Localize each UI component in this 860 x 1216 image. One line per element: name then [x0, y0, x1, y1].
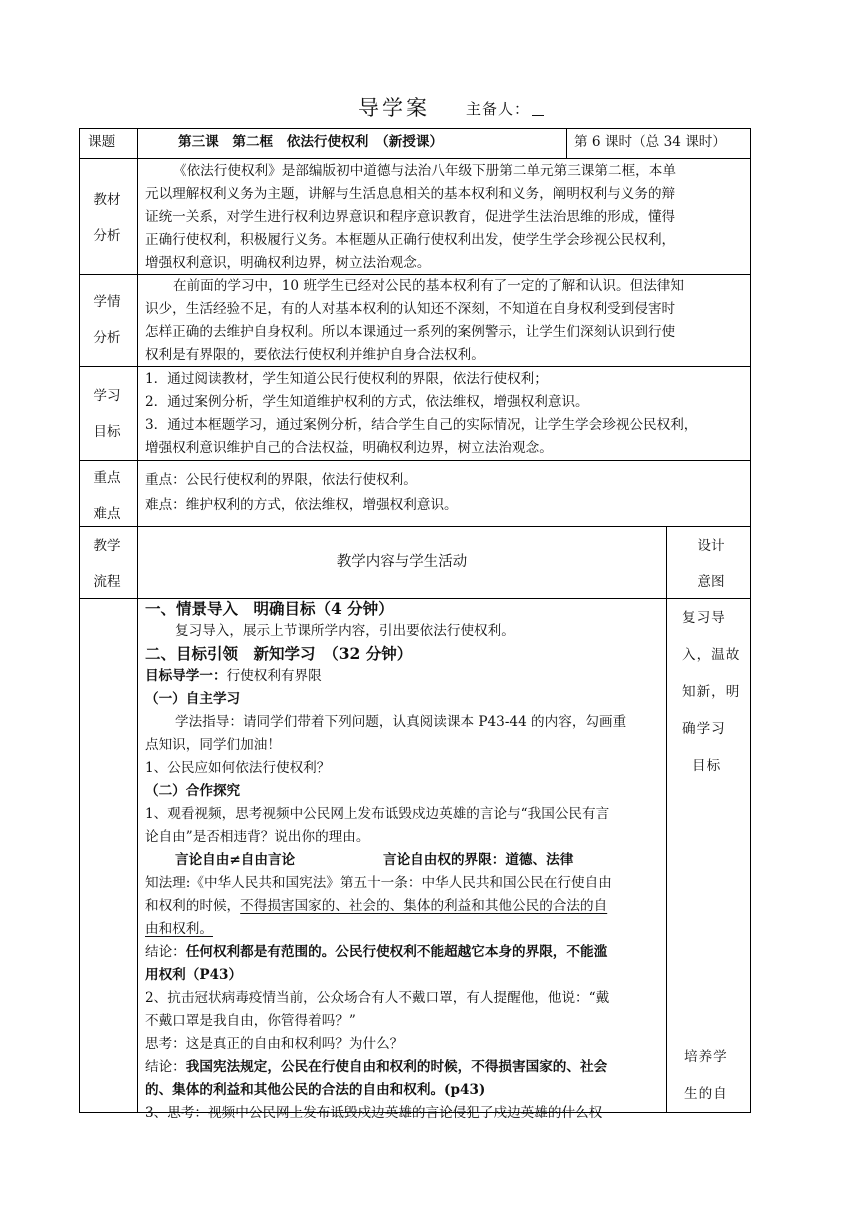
vline — [137, 128, 138, 1113]
lesson-topic: 第三课 第二框 依法行使权利 （新授课） — [178, 134, 444, 150]
content-line: 思考：这是真正的自由和权利吗？为什么？ — [145, 1036, 404, 1052]
content-line: 知法理:《中华人民共和国宪法》第五十一条：中华人民共和国公民在行使自由 — [145, 875, 612, 891]
goals-label-line: 目标 — [93, 424, 121, 440]
students-label — [84, 284, 130, 356]
goal-item: 2．通过案例分析，学生知道维护权利的方式，依法维权，增强权利意识。 — [145, 394, 589, 410]
goal-guide-label: 目标导学一： — [145, 668, 227, 684]
goals-label-line: 学习 — [93, 388, 121, 404]
subsection-heading: （二）合作探究 — [145, 783, 241, 799]
hline — [79, 460, 750, 461]
conclusion-label: 结论： — [145, 1059, 186, 1075]
subsection-heading: （一）自主学习 — [145, 691, 241, 707]
students-line: 怎样正确的去维护自身权利。所以本课通过一系列的案例警示，让学生们深刻认识到行使 — [145, 324, 676, 340]
keys-label-line: 难点 — [93, 506, 121, 522]
material-line: 证统一关系，对学生进行权利边界意识和程序意识教育，促进学生法治思维的形成，懂得 — [145, 209, 676, 225]
law-text: 和权利的时候， — [145, 898, 241, 914]
conclusion-label: 结论： — [145, 944, 186, 960]
document-header — [0, 92, 860, 124]
material-label — [84, 182, 130, 254]
key-phrase: 言论自由≠自由言论 — [175, 852, 296, 868]
goal-item: 3．通过本框题学习，通过案例分析，结合学生自己的实际情况，让学生学会珍视公民权利， — [145, 417, 698, 433]
keys-label-line: 重点 — [93, 470, 121, 486]
law-underlined: 由和权利。 — [145, 921, 213, 937]
material-line: 《依法行使权利》是部编版初中道德与法治八年级下册第二单元第三课第二框，本单 — [173, 163, 676, 179]
content-line: 2、抗击冠状病毒疫情当前，公众场合有人不戴口罩，有人提醒他，他说：“戴 — [145, 990, 610, 1006]
goals-label — [84, 378, 130, 450]
goal-guide-text: 行使权利有界限 — [226, 668, 322, 684]
conclusion-text: 用权利（P43） — [145, 967, 243, 983]
keys-label — [84, 460, 130, 532]
intent-line: 知新，明 — [682, 684, 741, 700]
conclusion-text: 任何权利都是有范围的。公民行使权利不能超越它本身的界限，不能滥 — [185, 944, 608, 960]
students-label-line: 分析 — [93, 330, 121, 346]
flow-label-line: 教学 — [93, 538, 121, 554]
material-label-line: 分析 — [93, 228, 121, 244]
flow-label-line: 流程 — [93, 574, 121, 590]
preparer-blank — [532, 115, 544, 116]
material-line: 正确行使权利，积极履行义务。本框题从正确行使权利出发，使学生学会珍视公民权利， — [145, 232, 676, 248]
law-underlined: 不得损害国家的、社会的、集体的利益和其他公民的合法的自 — [240, 898, 608, 914]
conclusion-text: 我国宪法规定，公民在行使自由和权利的时候，不得损害国家的、社会 — [185, 1059, 608, 1075]
conclusion — [145, 941, 607, 964]
key-point: 重点：公民行使权利的界限，依法行使权利。 — [145, 472, 417, 488]
conclusion-text: 的、集体的利益和其他公民的合法的自由和权利。(p43) — [145, 1082, 486, 1098]
design-intent — [682, 600, 740, 785]
content-line: 1、公民应如何依法行使权利？ — [145, 760, 331, 776]
difficulty-point: 难点：维护权利的方式，依法维权，增强权利意识。 — [145, 497, 458, 513]
content-line: 3、思考：视频中公民网上发布诋毁戍边英雄的言论侵犯了戍边英雄的什么权 — [145, 1105, 603, 1121]
content-line: 1、观看视频，思考视频中公民网上发布诋毁戍边英雄的言论与“我国公民有言 — [145, 806, 610, 822]
students-line: 在前面的学习中，10 班学生已经对公民的基本权利有了一定的了解和认识。但法律知 — [173, 278, 684, 294]
document-title: 导学案 — [358, 96, 430, 120]
intent-line: 入，温故 — [682, 647, 741, 663]
intent-header-line: 设计 — [697, 538, 725, 554]
intent-line: 生的自 — [684, 1086, 728, 1102]
vline — [666, 526, 667, 1113]
preparer-label-text: 主备人： — [466, 100, 531, 118]
students-line: 识少，生活经验不足，有的人对基本权利的认知还不深刻，不知道在自身权利受到侵害时 — [145, 301, 676, 317]
material-line: 增强权利意识，明确权利边界，树立法治观念。 — [145, 255, 431, 271]
content-header: 教学内容与学生活动 — [336, 554, 468, 570]
preparer-label — [466, 98, 544, 119]
content-line: 论自由”是否相违背？说出你的理由。 — [145, 829, 370, 845]
hline — [79, 526, 750, 527]
vline — [566, 128, 567, 158]
content-line: 点知识，同学们加油！ — [145, 737, 281, 753]
intent-line: 培养学 — [684, 1049, 728, 1065]
goal-item: 1．通过阅读教材，学生知道公民行使权利的界限，依法行使权利； — [145, 371, 548, 387]
hline — [79, 158, 750, 159]
intent-header-line: 意图 — [697, 574, 725, 590]
material-label-line: 教材 — [93, 192, 121, 208]
intent-line: 目标 — [692, 758, 722, 774]
section-heading: 二、目标引领 新知学习 （32 分钟） — [145, 644, 413, 663]
content-line: 复习导入，展示上节课所学内容，引出要依法行使权利。 — [175, 623, 515, 639]
goal-item: 增强权利意识维护自己的合法权益，明确权利边界，树立法治观念。 — [145, 440, 553, 456]
intent-line: 确学习 — [682, 721, 726, 737]
flow-label — [84, 528, 130, 600]
content-line: 学法指导：请同学们带着下列问题，认真阅读课本 P43-44 的内容，勾画重 — [175, 714, 627, 730]
topic-label: 课题 — [88, 134, 116, 150]
lesson-period: 第 6 课时（总 34 课时） — [574, 134, 726, 150]
students-label-line: 学情 — [93, 294, 121, 310]
vline — [750, 128, 751, 1113]
vline — [79, 128, 80, 1113]
material-line: 元以理解权利义务为主题，讲解与生活息息相关的基本权利和义务，阐明权利与义务的辩 — [145, 186, 676, 202]
intent-header — [688, 528, 734, 600]
conclusion — [145, 1056, 607, 1079]
hline — [79, 128, 750, 129]
design-intent — [684, 1039, 728, 1113]
students-line: 权利是有界限的，要依法行使权利并维护自身合法权利。 — [145, 347, 485, 363]
intent-line: 复习导 — [682, 610, 726, 626]
content-line: 不戴口罩是我自由，你管得着吗？” — [145, 1013, 356, 1029]
content-line — [145, 895, 607, 918]
key-phrase: 言论自由权的界限：道德、法律 — [383, 852, 574, 868]
section-heading: 一、情景导入 明确目标（4 分钟） — [145, 599, 394, 618]
goal-guide — [145, 665, 322, 688]
